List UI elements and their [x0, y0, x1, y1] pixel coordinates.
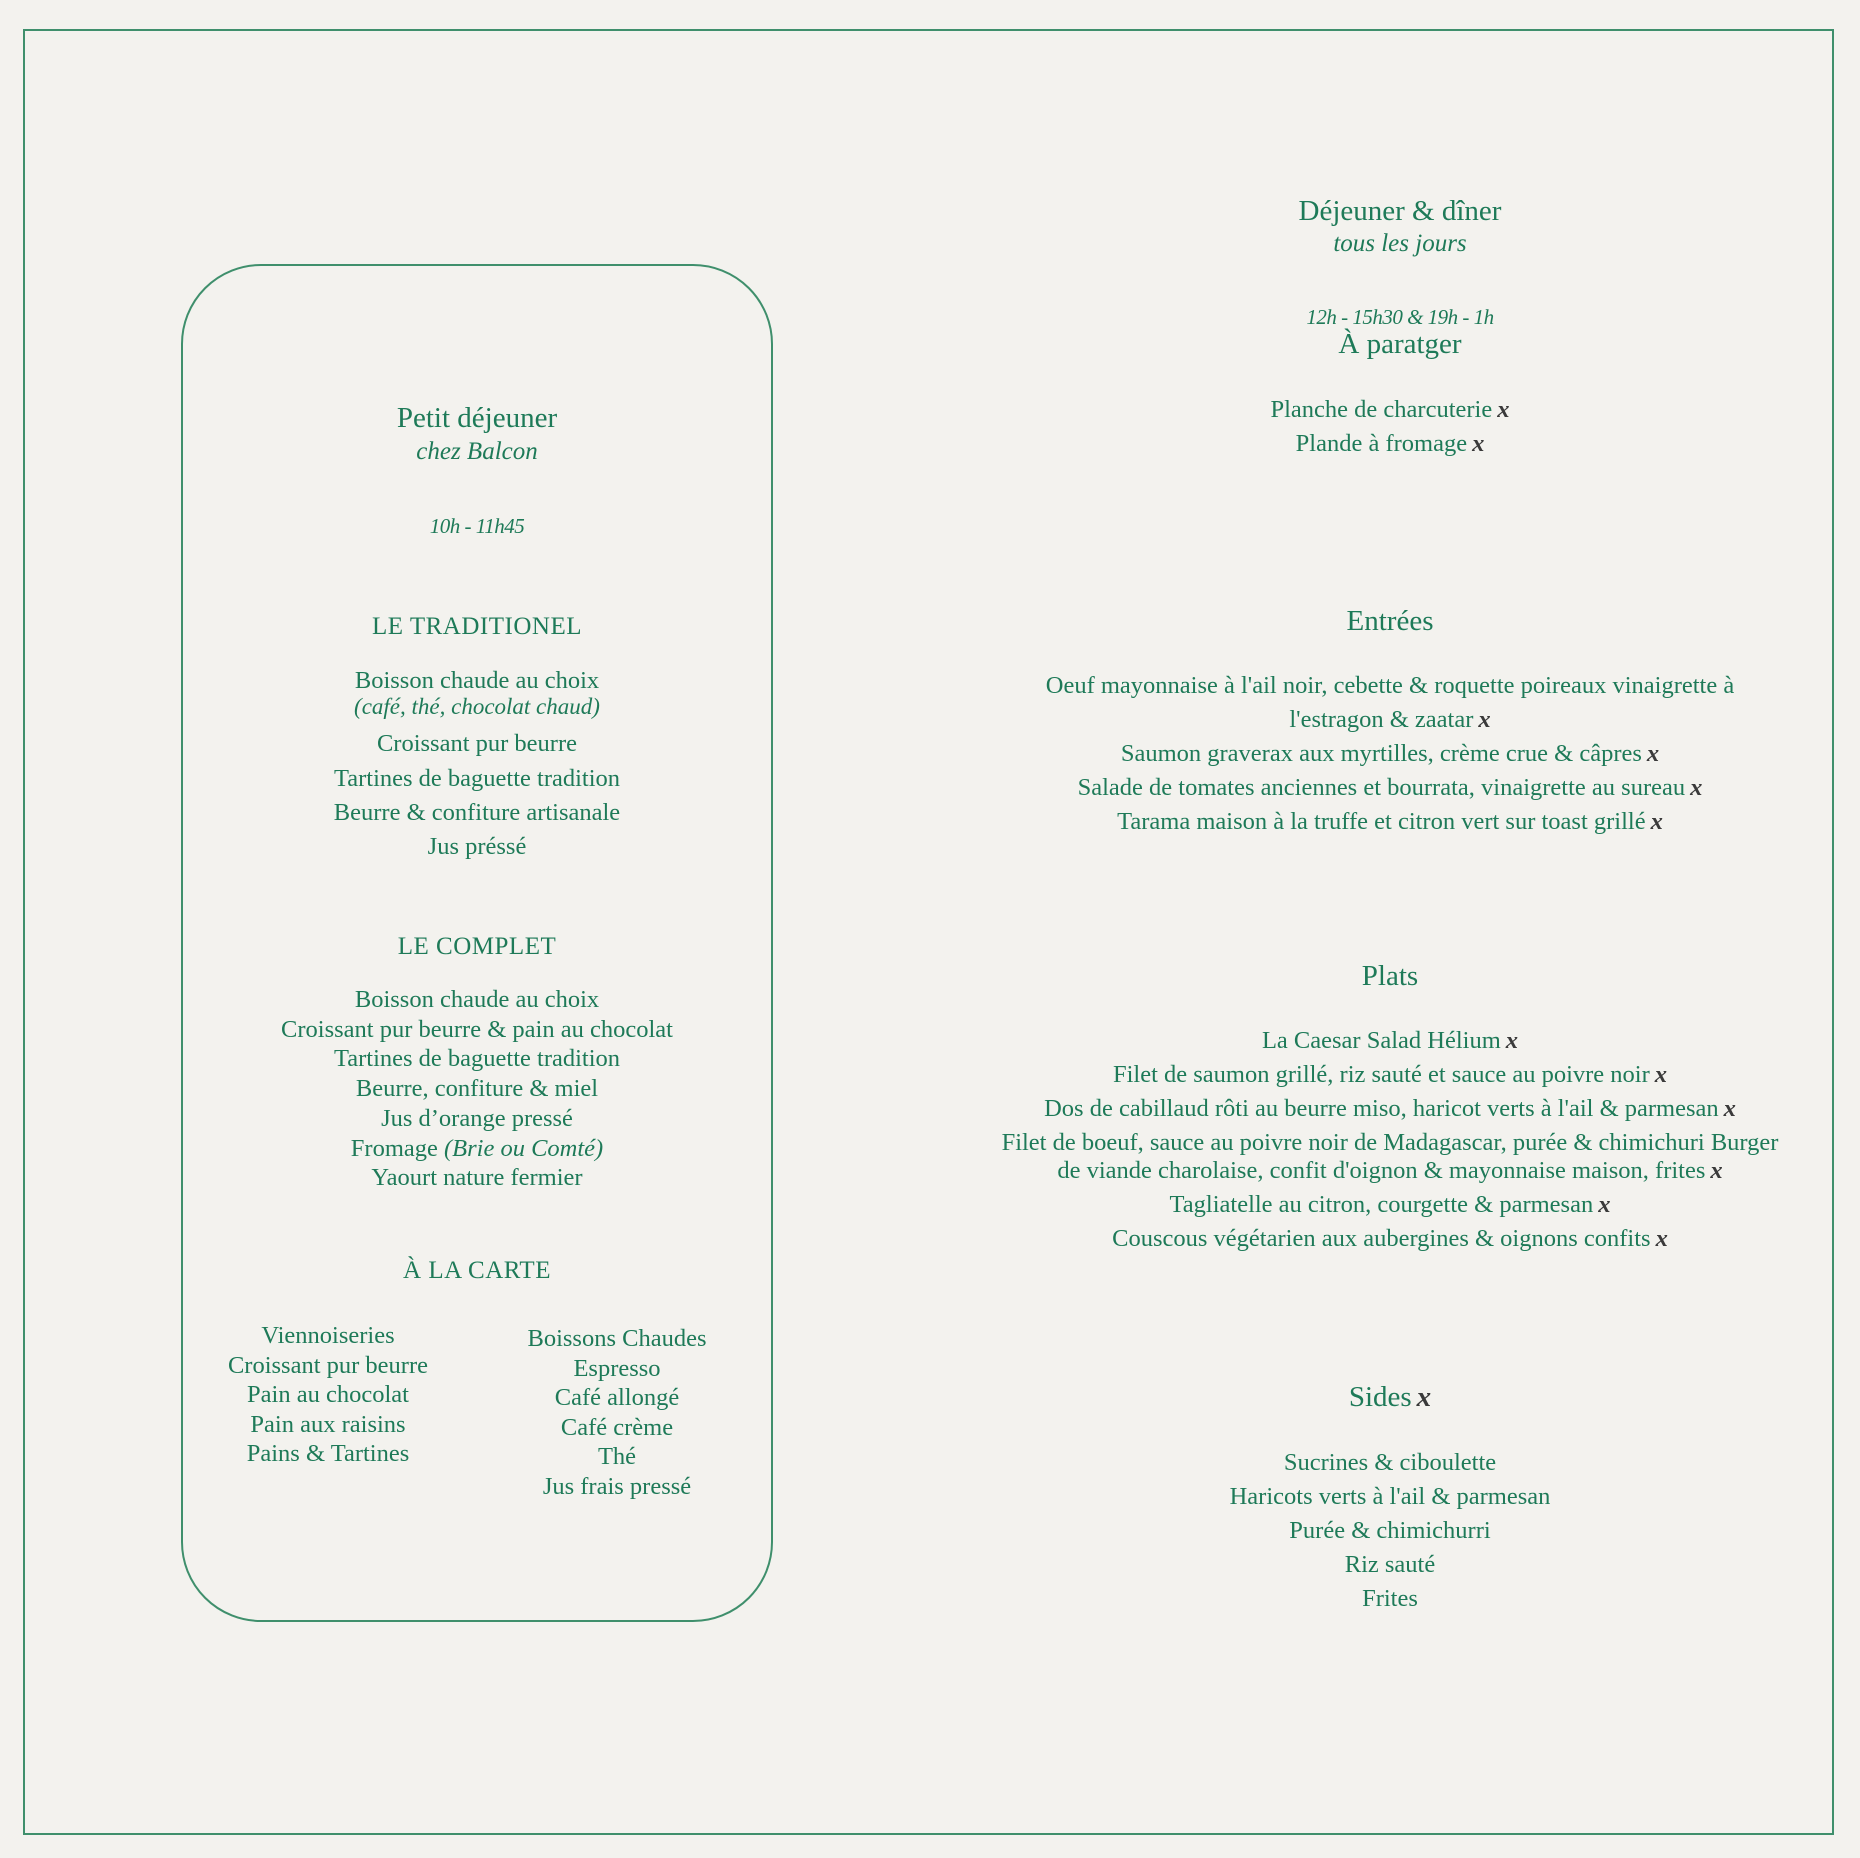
menu-item: Plande à fromage x — [1295, 430, 1485, 457]
menu-item: Jus préssé — [427, 833, 527, 860]
menu-item: Tagliatelle au citron, courgette & parmesan x — [1169, 1191, 1611, 1218]
menu-item: Couscous végétarien aux aubergines & oignons confits x — [1112, 1225, 1668, 1252]
list-item: Espresso — [573, 1354, 661, 1382]
breakfast-hours: 10h - 11h45 — [429, 514, 525, 538]
menu-item: Tartines de baguette tradition — [333, 765, 621, 792]
list-item: Pain au chocolat — [247, 1381, 409, 1408]
menu-item: Planche de charcuterie x — [1270, 396, 1510, 423]
list-item: Pains & Tartines — [246, 1440, 410, 1467]
menu-item: Boisson chaude au choix — [354, 667, 600, 694]
menu-item: Croissant pur beurre — [376, 730, 578, 757]
menu-item: Boisson chaude au choix — [354, 986, 600, 1013]
menu-item: l'estragon & zaatar x — [1289, 706, 1491, 733]
lunch-subtitle: tous les jours — [1333, 230, 1467, 257]
complet-heading: LE COMPLET — [397, 933, 557, 960]
menu-item: Frites — [1362, 1585, 1418, 1612]
menu-item: Tarama maison à la truffe et citron vert sur toast grillé x — [1117, 808, 1663, 835]
menu-item: Yaourt nature fermier — [371, 1164, 583, 1191]
partager-heading: À paratger — [1338, 328, 1462, 360]
list-item: Jus frais pressé — [542, 1472, 692, 1500]
lunch-title: Déjeuner & dîner — [1298, 195, 1502, 227]
menu-item: Salade de tomates anciennes et bourrata, vinaigrette au sureau x — [1077, 774, 1703, 801]
list-item: Croissant pur beurre — [227, 1351, 429, 1379]
list-item: Café crème — [560, 1413, 674, 1441]
menu-item: Fromage — [350, 1135, 438, 1162]
menu-item: Oeuf mayonnaise à l'ail noir, cebette & roquette poireaux vinaigrette à — [1045, 672, 1735, 699]
breakfast-subtitle: chez Balcon — [416, 438, 538, 465]
list-item: Viennoiseries — [261, 1322, 395, 1349]
menu-item-note: (café, thé, chocolat chaud) — [354, 694, 600, 719]
sides-heading: Sides x — [1348, 1381, 1432, 1413]
menu-item: Riz sauté — [1344, 1551, 1436, 1578]
list-item: Pain aux raisins — [250, 1410, 406, 1438]
menu-item: Beurre, confiture & miel — [355, 1075, 599, 1102]
menu-item: Haricots verts à l'ail & parmesan — [1229, 1483, 1551, 1510]
menu-item: Purée & chimichurri — [1289, 1517, 1491, 1544]
lunch-hours: 12h - 15h30 & 19h - 1h — [1306, 305, 1494, 329]
menu-item: de viande charolaise, confit d'oignon & mayonnaise maison, frites x — [1057, 1157, 1723, 1184]
menu-item: Sucrines & ciboulette — [1283, 1449, 1497, 1476]
list-item: Boissons Chaudes — [527, 1325, 707, 1352]
traditionel-heading: LE TRADITIONEL — [372, 613, 582, 640]
menu-item: Jus d’orange pressé — [381, 1105, 573, 1132]
menu-item: Filet de boeuf, sauce au poivre noir de Madagascar, purée & chimichuri Burger — [1001, 1129, 1779, 1156]
list-item: Café allongé — [554, 1384, 680, 1411]
menu-item-note: (Brie ou Comté) — [444, 1135, 604, 1162]
menu-item: Saumon graverax aux myrtilles, crème crue & câpres x — [1120, 740, 1660, 767]
viennoiseries-list — [208, 1321, 448, 1469]
plats-heading: Plats — [1361, 960, 1419, 992]
menu-item: La Caesar Salad Hélium x — [1261, 1027, 1519, 1054]
menu-item-fromage — [181, 1134, 773, 1164]
menu-item: Tartines de baguette tradition — [333, 1045, 621, 1072]
entrees-heading: Entrées — [1346, 605, 1434, 637]
menu-item: Croissant pur beurre & pain au chocolat — [281, 1016, 673, 1043]
menu-item: Filet de saumon grillé, riz sauté et sauce au poivre noir x — [1112, 1061, 1668, 1088]
boissons-list — [497, 1324, 737, 1501]
menu-item: Beurre & confiture artisanale — [333, 799, 621, 826]
carte-heading: À LA CARTE — [403, 1257, 551, 1284]
breakfast-title: Petit déjeuner — [396, 402, 558, 434]
list-item: Thé — [597, 1443, 637, 1470]
menu-item: Dos de cabillaud rôti au beurre miso, haricot verts à l'ail & parmesan x — [1044, 1095, 1736, 1122]
